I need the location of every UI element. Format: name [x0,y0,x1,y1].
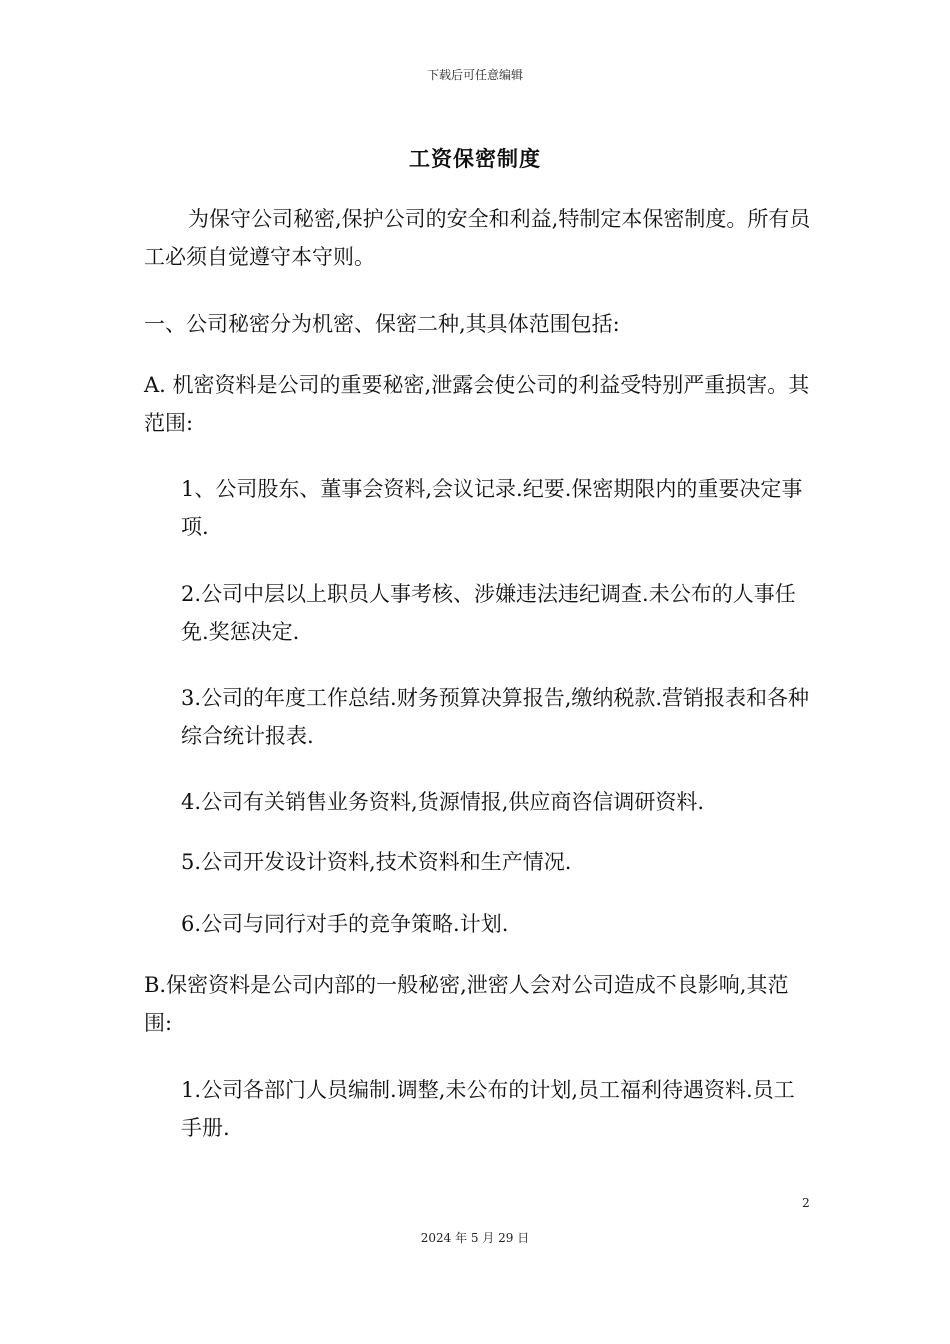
page-number: 2 [802,1196,810,1210]
section-a-item: 5.公司开发设计资料,技术资料和生产情况. [181,850,572,874]
section-a-heading: A. 机密资料是公司的重要秘密,泄露会使公司的利益受特别严重损害。其范围: [144,373,810,435]
section-a-item: 6.公司与同行对手的竞争策略.计划. [181,912,509,936]
intro-paragraph: 为保守公司秘密,保护公司的安全和利益,特制定本保密制度。所有员工必须自觉遵守本守则。 [144,207,811,269]
section-b-item: 1.公司各部门人员编制.调整,未公布的计划,员工福利待遇资料.员工手册. [181,1078,795,1140]
section-a-item: 3.公司的年度工作总结.财务预算决算报告,缴纳税款.营销报表和各种综合统计报表. [181,686,810,748]
section-a-item: 2.公司中层以上职员人事考核、涉嫌违法违纪调查.未公布的人事任免.奖惩决定. [181,582,796,644]
page-footer-date: 2024 年 5 月 29 日 [420,1231,530,1245]
section-a-item: 1、公司股东、董事会资料,会议记录.纪要.保密期限内的重要决定事项. [181,477,803,539]
section-1-heading: 一、公司秘密分为机密、保密二种,其具体范围包括: [144,312,620,336]
page-header: 下载后可任意编辑 [426,68,523,82]
section-a-item: 4.公司有关销售业务资料,货源情报,供应商咨信调研资料. [181,790,705,814]
section-b-heading: B.保密资料是公司内部的一般秘密,泄密人会对公司造成不良影响,其范围: [144,973,789,1035]
document-title: 工资保密制度 [409,147,541,171]
